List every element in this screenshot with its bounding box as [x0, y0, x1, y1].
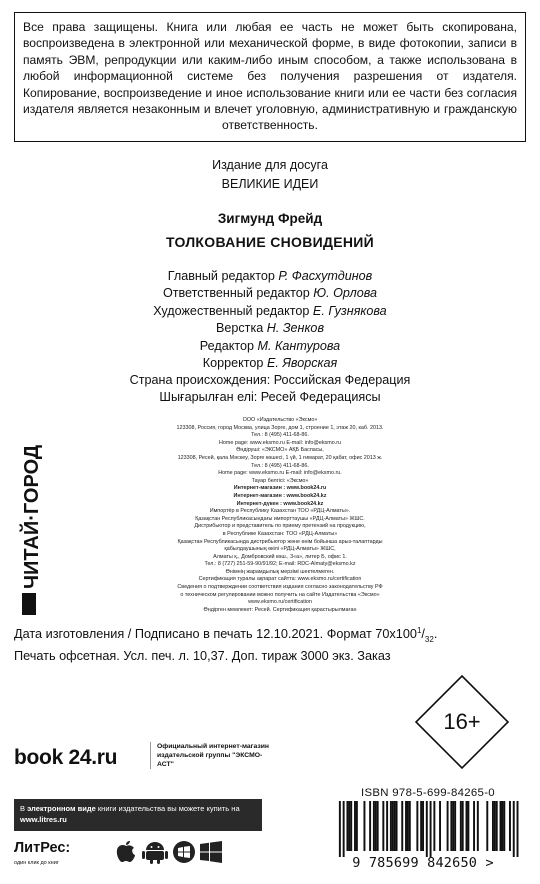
- barcode-bar: [420, 801, 422, 851]
- small-print-line: Интернет-дүкен : www.book24.kz: [236, 500, 324, 507]
- small-print-line: Қазақстан Республикасындағы импорттаушы «РДЦ-Алматы» ЖШС.: [195, 515, 365, 522]
- small-print-line: Home page: www.eksmo.ru E-mail: info@eksmo.ru: [218, 439, 341, 446]
- barcode-bar: [462, 801, 464, 851]
- litres-banner: В электронном виде книги издательства вы можете купить на www.litres.ru: [14, 799, 262, 831]
- staff-line: [0, 320, 540, 337]
- book-title: ТОЛКОВАНИЕ СНОВИДЕНИЙ: [165, 234, 375, 250]
- litres-slogan: один клик до книг: [14, 860, 59, 866]
- isbn-label: ISBN 978-5-699-84265-0: [361, 787, 495, 799]
- origin-ru: Страна происхождения: Российская Федерация: [129, 373, 411, 387]
- logo-bar: [22, 593, 36, 615]
- print-info: [14, 622, 534, 665]
- barcode-bar: [394, 801, 396, 851]
- series-label: Издание для досуга: [212, 158, 328, 172]
- staff-role: Верстка: [215, 321, 264, 336]
- barcode-bar: [460, 801, 462, 851]
- barcode-bar: [356, 801, 358, 851]
- barcode-bar: [346, 801, 348, 851]
- barcode-bar: [409, 801, 411, 851]
- barcode-bar: [375, 801, 377, 851]
- small-print-line: Тел.: 8 (495) 411-68-86.: [251, 462, 309, 469]
- barcode-bar: [467, 801, 469, 851]
- small-print-line: 123308, Ресей, қала Мәскеу, Зорге көшесі, 1 үй, 1 ғимарат, 20 қабат, офис 2013 ж.: [177, 454, 383, 461]
- windows-phone-icon: [173, 841, 195, 863]
- publisher-small-print: [150, 417, 410, 614]
- small-print-line: Home page: www.eksmo.ru E-mail: info@eksmo.ru.: [218, 470, 342, 477]
- barcode-bar: [373, 801, 375, 851]
- barcode-bar: [492, 801, 494, 851]
- barcode-bar: [354, 801, 356, 851]
- small-print-line: 123308, Россия, город Москва, улица Зорге, дом 1, строение 1, этаж 20, каб. 2013.: [176, 424, 384, 431]
- barcode-bar: [447, 801, 449, 851]
- book24-description: Официальный интернет-магазин издательской группы "ЭКСМО-АСТ": [150, 742, 270, 769]
- book24-logo: book 24.ru: [14, 746, 118, 769]
- copyright-notice: [14, 12, 526, 142]
- barcode-bar: [382, 801, 384, 851]
- staff-line: [0, 285, 540, 302]
- isbn-barcode: [320, 801, 526, 857]
- barcode-bar: [426, 801, 428, 857]
- staff-line: [0, 268, 540, 285]
- staff-name: М. Кантурова: [257, 338, 341, 353]
- barcode-bar: [348, 801, 350, 851]
- logo-text: ЧИТАЙ·ГОРОД: [21, 444, 43, 589]
- barcode-bar: [396, 801, 398, 851]
- barcode-bar: [454, 801, 456, 851]
- staff-role: Редактор: [199, 338, 255, 353]
- barcode-bar: [500, 801, 502, 851]
- small-print-line: ООО «Издательство «Эксмо»: [242, 417, 318, 423]
- origin-kz: Шығарылған елі: Ресей Федерациясы: [159, 390, 381, 405]
- android-icon: [142, 842, 168, 864]
- age-rating: 16+: [443, 709, 481, 734]
- platform-icons: [112, 839, 224, 865]
- staff-line: [0, 303, 540, 320]
- small-print-line: о техническом регулировании можно получить на сайте Издательства «Эксмо»: [180, 591, 380, 598]
- barcode-bar: [363, 801, 365, 851]
- small-print-line: Қазақстан Республикасында дистрибьютор және өнім бойынша арыз-талаптарды: [177, 538, 383, 545]
- barcode-bar: [390, 801, 392, 851]
- barcode-bar: [494, 801, 496, 851]
- author-name: Зигмунд Фрейд: [217, 211, 323, 226]
- barcode-bar: [422, 801, 424, 851]
- small-print-line: Өндірген мемлекет: Ресей. Сертификация қарастырылмаған: [203, 606, 357, 613]
- barcode-bar: [477, 801, 479, 851]
- staff-name: Е. Яворская: [266, 356, 338, 371]
- small-print-line: Тел.: 8 (727) 251-59-90/91/92; E-mail: RDC-Almaty@eksmo.kz: [204, 561, 356, 568]
- barcode-bar: [509, 801, 511, 851]
- barcode-bar: [517, 801, 519, 857]
- small-print-line: Өнімнің жарамдылық мерзімі шектелмеген.: [225, 568, 335, 575]
- barcode-bar: [430, 801, 432, 857]
- staff-name: Р. Фасхутдинов: [278, 269, 373, 283]
- staff-role: Корректор: [202, 356, 264, 371]
- barcode-bar: [407, 801, 409, 851]
- small-print-line: Тел.: 8 (495) 411-68-86.: [251, 432, 309, 439]
- barcode-bar: [392, 801, 394, 851]
- small-print-line: Интернет-магазин : www.book24.kz: [233, 492, 327, 499]
- staff-role: Ответственный редактор: [162, 286, 310, 301]
- small-print-line: Дистрибьютор и представитель по приему претензий на продукцию,: [194, 523, 366, 530]
- barcode-bar: [496, 801, 498, 851]
- small-print-line: www.eksmo.ru/certification: [248, 599, 312, 606]
- litres-link: www.litres.ru: [20, 815, 67, 824]
- barcode-bar: [350, 801, 352, 851]
- small-print-line: Сертификация туралы ақпарат сайтта: www.eksmo.ru/certification: [198, 576, 362, 583]
- apple-icon: [117, 841, 135, 862]
- small-print-line: в Республике Казахстан: ТОО «РДЦ-Алматы»: [222, 530, 338, 537]
- small-print-line: қабылдаушының өкілі «РДЦ-Алматы» ЖШС,: [224, 546, 336, 553]
- barcode-bar: [486, 801, 488, 851]
- barcode-digits: 9 785699 842650 >: [352, 855, 494, 871]
- barcode-bar: [466, 801, 468, 851]
- barcode-bar: [343, 801, 345, 857]
- staff-name: Н. Зенков: [266, 321, 325, 336]
- print-info-line1: Дата изготовления / Подписано в печать 12.10.2021. Формат $70x100^1/_{32}$.: [14, 626, 438, 644]
- barcode-bar: [405, 801, 407, 851]
- small-print-line: Сведения о подтверждении соответствия издания согласно законодательству РФ: [177, 584, 383, 591]
- barcode-bar: [501, 801, 503, 851]
- barcode-bar: [450, 801, 452, 851]
- print-info-line2: Печать офсетная. Усл. печ. л. 10,37. Доп. тираж 3000 экз. Заказ: [14, 648, 391, 663]
- barcode-bar: [377, 801, 379, 851]
- barcode-bar: [473, 801, 475, 851]
- country-of-origin: [0, 372, 540, 407]
- small-print-line: Тауар белгісі: «Эксмо»: [251, 477, 309, 484]
- barcode-bar: [369, 801, 371, 851]
- small-print-line: Интернет-магазин : www.book24.ru: [233, 485, 327, 492]
- barcode-bar: [452, 801, 454, 851]
- small-print-line: Өндіруші: «ЭКСМО» АҚБ Баспасы,: [236, 447, 324, 454]
- series-name: ВЕЛИКИЕ ИДЕИ: [221, 177, 319, 191]
- small-print-line: Импортёр в Республику Казахстан ТОО «РДЦ-Алматы».: [209, 508, 351, 515]
- copyright-text: Все права защищены. Книга или любая ее часть не может быть скопирована, воспроизведена в электронной или механической форме, в виде фотокопии, записи в память ЭВМ, репродукции или каким-либо иным способом, а также использована в любой информационной системе без получения разрешения от издателя. Копирование, воспроизведение и иное использование книги или ее части без согласия издателя является незаконным и влечет уголовную, административную и гражданскую ответственность.: [23, 20, 517, 133]
- staff-line: [0, 355, 540, 372]
- barcode-bar: [439, 801, 441, 851]
- barcode-bar: [513, 801, 515, 857]
- staff-name: Е. Гузнякова: [312, 303, 387, 318]
- barcode-bar: [503, 801, 505, 851]
- staff-line: [0, 338, 540, 355]
- staff-role: Главный редактор: [167, 269, 275, 283]
- staff-name: Ю. Орлова: [313, 286, 378, 301]
- editorial-staff: [0, 268, 540, 372]
- litres-logo: ЛитРес:: [14, 840, 71, 856]
- barcode-bar: [386, 801, 388, 851]
- barcode-bar: [433, 801, 435, 851]
- barcode-bar: [339, 801, 341, 857]
- barcode-bar: [401, 801, 403, 851]
- staff-role: Художественный редактор: [153, 303, 310, 318]
- windows-icon: [200, 841, 222, 863]
- chitai-gorod-logo: [8, 375, 48, 625]
- barcode-bar: [416, 801, 418, 851]
- small-print-line: Алматы қ., Домбровский көш., 3«а», литер Б, офис 1.: [213, 553, 347, 560]
